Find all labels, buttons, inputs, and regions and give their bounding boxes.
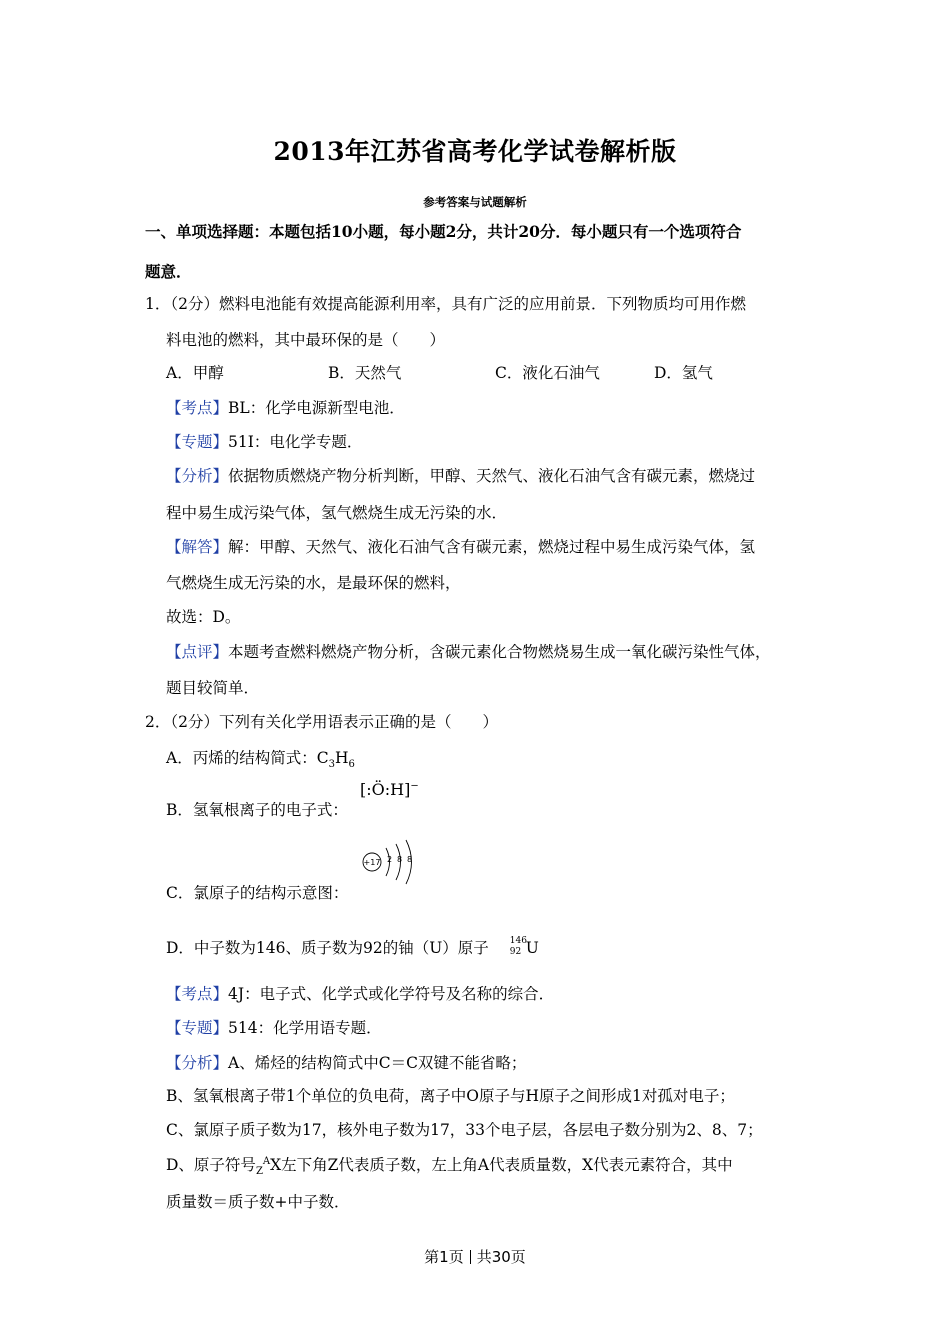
page-subtitle: 参考答案与试题解析 — [423, 195, 527, 209]
q1-zhuanti-tag: 【专题】 — [166, 433, 229, 451]
q1-jieda-text1: 解：甲醇、天然气、液化石油气含有碳元素，燃烧过程中易生成污染气体，氢 — [228, 538, 756, 556]
uranium-atomic-number: 92 — [509, 947, 522, 957]
q2-option-a-sub2: 6 — [348, 759, 355, 771]
uranium-symbol: U — [525, 939, 539, 957]
footer-separator — [470, 1250, 471, 1264]
q1-option-b: B．天然气 — [328, 364, 402, 382]
q2-fenxi4-post: X左下角Z代表质子数，左上角A代表质量数，X代表元素符合，其中 — [270, 1156, 733, 1174]
q2-option-a-sub1: 3 — [328, 759, 335, 771]
q2-zhuanti — [166, 1018, 382, 1038]
uranium-mass-number: 146 — [509, 936, 527, 946]
page-footer — [0, 1246, 950, 1267]
q2-fenxi4-sup: A — [262, 1155, 271, 1167]
q1-stem-line1: 1．（2分）燃料电池能有效提高能源利用率，具有广泛的应用前景．下列物质均可用作燃 — [145, 295, 746, 313]
q2-fenxi4-sub: Z — [255, 1166, 263, 1178]
q2-option-a-text: A．丙烯的结构简式：C — [166, 749, 329, 767]
page-title: 2013年江苏省高考化学试卷解析版 — [273, 137, 677, 166]
q1-option-a: A．甲醇 — [166, 364, 224, 382]
q1-fenxi-line1 — [166, 466, 755, 486]
shell-count-2: 8 — [397, 855, 403, 864]
q2-fenxi-text1: A、烯烃的结构简式中C＝C双键不能省略； — [228, 1054, 527, 1072]
q2-fenxi-line5: 质量数＝质子数+中子数． — [166, 1193, 350, 1211]
q1-kaodian — [166, 398, 405, 418]
nucleus-charge: +17 — [363, 858, 381, 867]
q2-fenxi-line3: C、氯原子质子数为17，核外电子数为17，33个电子层，各层电子数分别为2、8、7； — [166, 1121, 763, 1139]
q2-kaodian — [166, 984, 554, 1004]
q2-fenxi-line2: B、氢氧根离子带1个单位的负电荷，离子中O原子与H原子之间形成1对孤对电子； — [166, 1087, 735, 1105]
q1-kaodian-tag: 【考点】 — [166, 399, 229, 417]
hydroxide-electron-formula — [360, 780, 419, 799]
q1-stem-line2: 料电池的燃料，其中最环保的是（ ） — [166, 331, 446, 349]
q1-jieda-line1 — [166, 537, 755, 557]
q1-fenxi-tag: 【分析】 — [166, 467, 229, 485]
q2-fenxi-tag: 【分析】 — [166, 1054, 229, 1072]
uranium-nuclide-symbol — [508, 936, 539, 958]
q2-option-a-h: H — [334, 749, 349, 767]
q2-fenxi-line4 — [166, 1155, 733, 1178]
q1-jieda-tag: 【解答】 — [166, 538, 229, 556]
q1-zhuanti — [166, 432, 362, 452]
q1-zhuanti-text: 51I：电化学专题． — [228, 433, 363, 451]
q1-fenxi-text1: 依据物质燃烧产物分析判断，甲醇、天然气、液化石油气含有碳元素，燃烧过 — [228, 467, 756, 485]
q2-zhuanti-tag: 【专题】 — [166, 1019, 229, 1037]
footer-page-number: 第1页 — [424, 1248, 464, 1266]
section-heading-line2: 题意． — [145, 262, 192, 281]
section-heading-line1: 一、单项选择题：本题包括10小题，每小题2分，共计20分．每小题只有一个选项符合 — [145, 222, 742, 241]
q2-option-d-text: D．中子数为146、质子数为92的铀（U）原子 — [166, 939, 489, 957]
q2-stem: 2．（2分）下列有关化学用语表示正确的是（ ） — [145, 713, 498, 731]
q1-dianping-line2: 题目较简单． — [166, 679, 260, 697]
q2-option-a — [166, 748, 355, 771]
q2-option-b: B．氢氧根离子的电子式： — [166, 801, 348, 819]
q2-kaodian-tag: 【考点】 — [166, 985, 229, 1003]
q2-fenxi-line1 — [166, 1053, 526, 1073]
chlorine-atom-structure-diagram — [360, 838, 420, 888]
q1-answer: 故选：D。 — [166, 608, 241, 626]
q2-fenxi4-pre: D、原子符号 — [166, 1156, 256, 1174]
q1-dianping-text1: 本题考查燃料燃烧产物分析，含碳元素化合物燃烧易生成一氧化碳污染性气体， — [228, 643, 771, 661]
q1-jieda-line2: 气燃烧生成无污染的水，是最环保的燃料， — [166, 574, 461, 592]
footer-total-pages: 共30页 — [476, 1248, 526, 1266]
hydroxide-formula-text: [:Ö:H] — [360, 780, 411, 799]
q2-kaodian-text: 4J：电子式、化学式或化学符号及名称的综合． — [228, 985, 555, 1003]
q1-option-d: D．氢气 — [654, 364, 713, 382]
q1-dianping-tag: 【点评】 — [166, 643, 229, 661]
q1-kaodian-text: BL：化学电源新型电池． — [228, 399, 405, 417]
hydroxide-charge: − — [410, 780, 419, 792]
q1-option-c: C．液化石油气 — [495, 364, 600, 382]
q1-dianping-line1 — [166, 642, 771, 662]
q2-option-d — [166, 936, 539, 958]
q2-zhuanti-text: 514：化学用语专题． — [228, 1019, 382, 1037]
q1-fenxi-line2: 程中易生成污染气体，氢气燃烧生成无污染的水． — [166, 504, 508, 522]
shell-count-1: 2 — [387, 855, 393, 864]
shell-count-3: 8 — [407, 855, 413, 864]
q2-option-c: C．氯原子的结构示意图： — [166, 884, 349, 902]
